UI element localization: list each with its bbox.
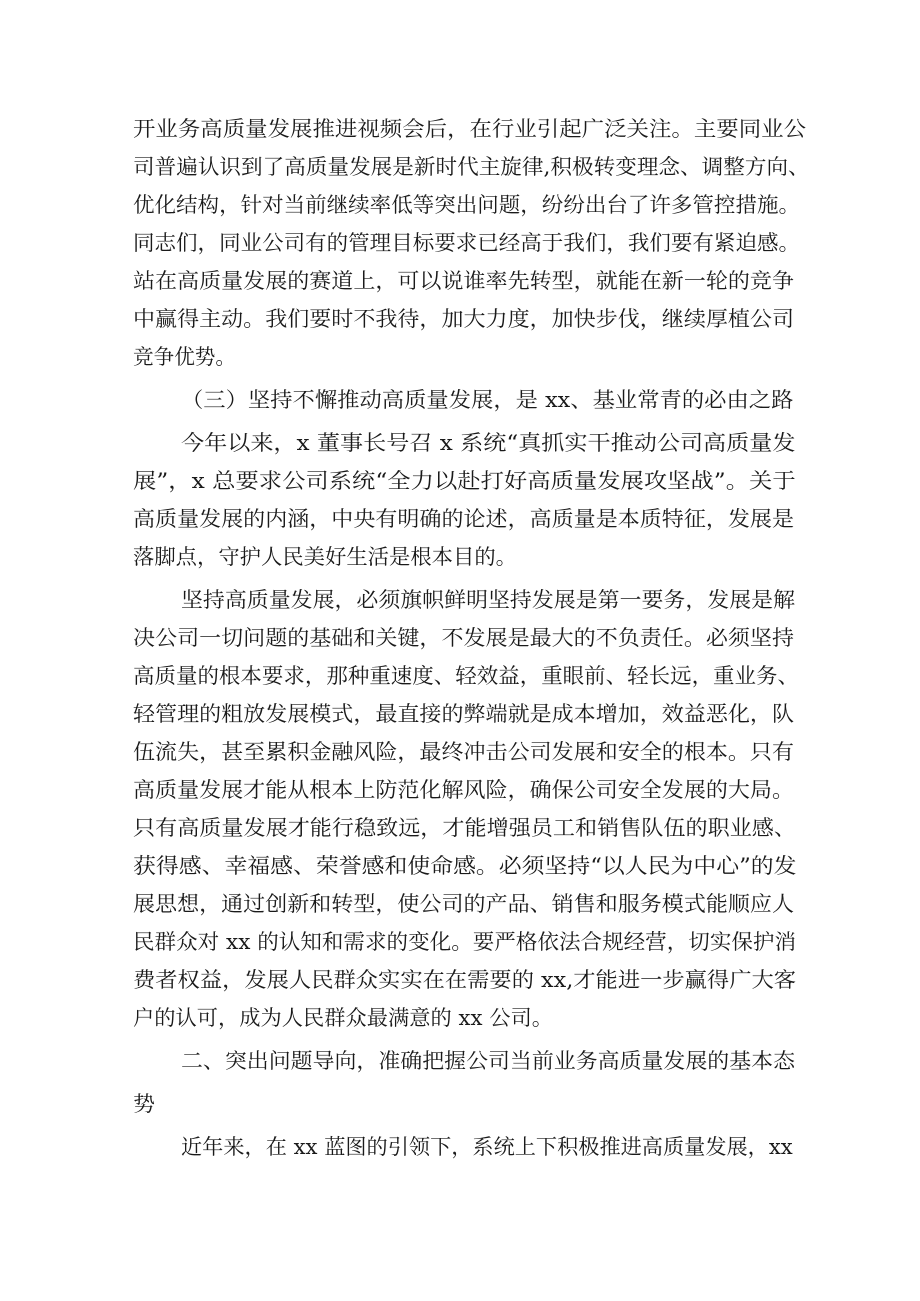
text-line-10: 展”，x 总要求公司系统“全力以赴打好高质量发展攻坚战”。关于 [133,469,796,493]
section-heading-2: 二、突出问题导向，准确把握公司当前业务高质量发展的基本态 [181,1049,795,1073]
text-line-15: 高质量的根本要求，那种重速度、轻效益，重眼前、轻长远，重业务、 [133,664,799,688]
text-line-7: 竞争优势。 [133,345,236,369]
text-line-13: 坚持高质量发展，必须旗帜鲜明坚持发展是第一要务，发展是解 [181,588,795,612]
text-line-3: 优化结构，针对当前继续率低等突出问题，纷纷出台了许多管控措施。 [133,193,800,217]
text-line-14: 决公司一切问题的基础和关键，不发展是最大的不负责任。必须坚持 [133,626,794,650]
text-line-16: 轻管理的粗放发展模式，最直接的弊端就是成本增加，效益恶化，队 [133,702,794,726]
text-line-11: 高质量发展的内涵，中央有明确的论述，高质量是本质特征，发展是 [133,507,794,531]
text-line-20: 获得感、幸福感、荣誉感和使命感。必须坚持“以人民为中心”的发 [133,854,797,878]
text-line-17: 伍流失，甚至累积金融风险，最终冲击公司发展和安全的根本。只有 [133,740,794,764]
text-line-24: 户的认可，成为人民群众最满意的 xx 公司。 [133,1006,554,1030]
text-line-9: 今年以来，x 董事长号召 x 系统“真抓实干推动公司高质量发 [181,431,796,455]
text-line-6: 中赢得主动。我们要时不我待，加大力度，加快步伐，继续厚植公司 [133,307,794,331]
text-line-23: 费者权益，发展人民群众实实在在需要的 xx,才能进一步赢得广大客 [133,968,797,992]
text-line-19: 只有高质量发展才能行稳致远，才能增强员工和销售队伍的职业感、 [133,816,796,840]
text-line-1: 开业务高质量发展推进视频会后，在行业引起广泛关注。主要同业公 [133,117,806,141]
text-line-12: 落脚点，守护人民美好生活是根本目的。 [133,545,517,569]
section-heading-2-cont: 势 [133,1092,155,1116]
section-heading-3: （三）坚持不懈推动高质量发展，是 xx、基业常青的必由之路 [181,388,794,412]
text-line-21: 展思想，通过创新和转型，使公司的产品、销售和服务模式能顺应人 [133,892,794,916]
text-line-18: 高质量发展才能从根本上防范化解风险，确保公司安全发展的大局。 [133,778,794,802]
text-line-5: 站在高质量发展的赛道上，可以说谁率先转型，就能在新一轮的竞争 [133,269,794,293]
text-line-2: 司普遍认识到了高质量发展是新时代主旋律,积极转变理念、调整方向、 [133,155,810,179]
text-line-4: 同志们，同业公司有的管理目标要求已经高于我们，我们要有紧迫感。 [133,231,800,255]
text-line-22: 民群众对 xx 的认知和需求的变化。要严格依法合规经营，切实保护消 [133,930,797,954]
text-line-27: 近年来，在 xx 蓝图的引领下，系统上下积极推进高质量发展，xx [181,1135,793,1159]
